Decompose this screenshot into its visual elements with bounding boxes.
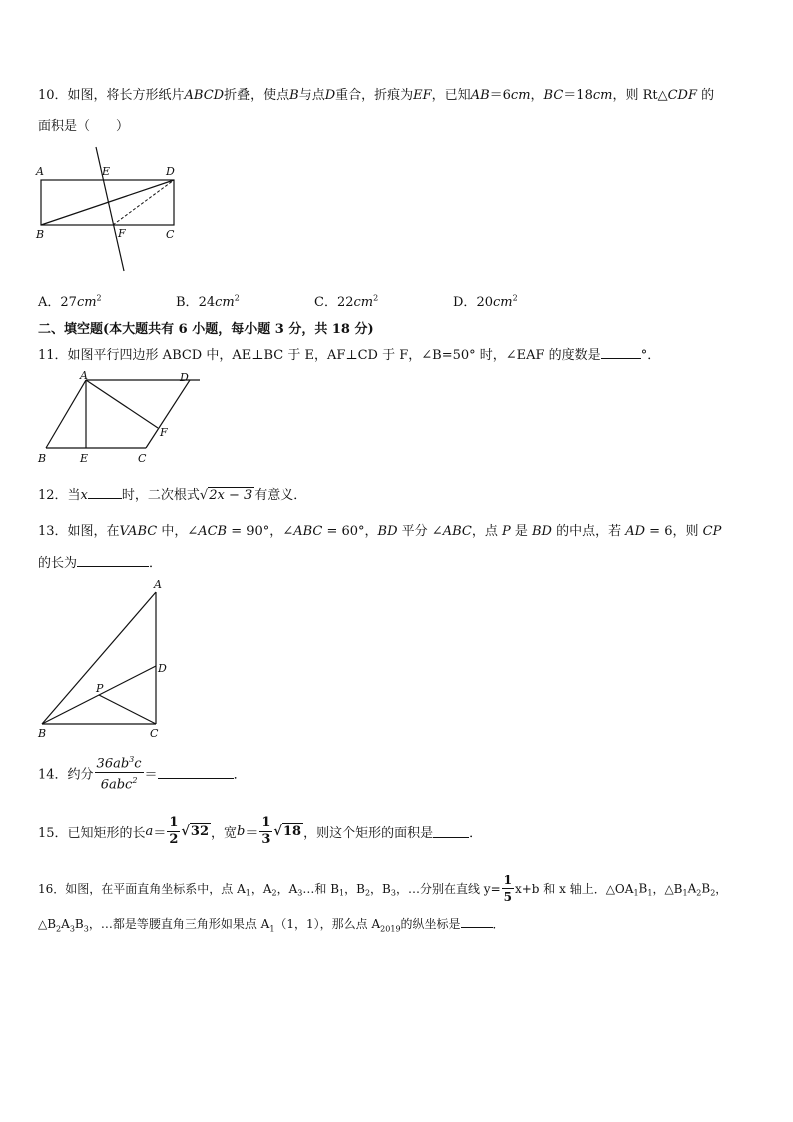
q10-label-a: A [36,165,44,178]
q10-label-f: F [118,227,126,240]
q13-figure [30,574,180,744]
q11-text: 11．如图平行四边形 ABCD 中，AE⊥BC 于 E，AF⊥CD 于 F，∠B=50° 时，∠EAF 的度数是 °． [38,348,661,363]
q16-fraction: $\frac{1}{5}$ [503,873,512,904]
q12-text: 12．当x 时，二次根式√2x − 3 有意义． [38,488,307,503]
q11-figure [30,370,200,470]
q14-answer-blank[interactable] [158,766,234,779]
q16-answer-blank[interactable] [461,915,493,928]
q11-answer-blank[interactable] [601,346,641,359]
q10-option-a: A．$27cm^2$ [38,293,102,310]
q10-option-b: B．$24cm^2$ [176,293,240,310]
q14-text: 14．约分 $\frac{36ab^3c}{6abc^2}$ ＝ ． [38,752,247,794]
q13-line2: 的长为 ． [38,556,163,571]
q16-line1: 16．如图，在平面直角坐标系中，点 $A_1$，$A_2$，$A_3\dots$和 $B_1$，$B_2$，$B_3$，…分别在直线 y= $\frac{1}{5}$ x+b 和 x 轴上．$\triangle OA_1B_1$，$\triangle B_1A_2B_2$， [38,873,728,904]
q11-label-e: E [80,452,89,465]
q14-fraction: $\frac{36ab^3c}{6abc^2}$ [95,752,144,794]
q13-answer-blank[interactable] [77,554,149,567]
q16-line2: $\triangle B_2A_3B_3$，…都是等腰直角三角形如果点 $A_1(1$，1），那么点 $A_{2019}$的纵坐标是 ． [38,917,505,934]
q15-radical-2: √18 [273,824,302,839]
q15-fraction-third: $\frac{1}{3}$ [261,815,271,847]
q11-label-d: D [180,371,189,384]
q10-line2: 面积是（ ） [38,119,130,134]
q13-label-d: D [158,662,167,675]
section-heading: 二、填空题(本大题共有 6 小题，每小题 3 分，共 18 分) [38,322,374,337]
q11-label-a: A [80,370,88,382]
q10-label-e: E [102,165,111,178]
q15-radical-1: √32 [181,824,210,839]
q15-answer-blank[interactable] [433,825,469,838]
q10-option-d: D．$20cm^2$ [453,293,518,310]
q10-line1: 10．如图，将长方形纸片ABCD折叠，使点B与点D重合，折痕为EF，已知AB＝6cm，BC＝18cm，则 Rt△CDF 的 [38,88,715,103]
q15-text: 15．已知矩形的长a＝ $\frac{1}{2}$ √32 ，宽b＝ $\frac{1}{3}$ √18 ，则这个矩形的面积是 ． [38,815,483,847]
q10-label-b: B [36,228,45,241]
q12-answer-blank[interactable] [88,486,122,499]
q13-label-c: C [150,727,159,740]
q13-label-a: A [154,578,162,591]
q13-label-b: B [38,727,47,740]
q10-label-d: D [166,165,175,178]
q10-figure [30,145,190,275]
q13-label-p: P [96,682,104,695]
q11-label-f: F [160,426,168,439]
q15-fraction-half: $\frac{1}{2}$ [169,815,179,847]
q10-option-c: C．$22cm^2$ [314,293,379,310]
q11-label-c: C [138,452,147,465]
q12-radical: √ [199,488,209,503]
q11-label-b: B [38,452,47,465]
q10-label-c: C [166,228,175,241]
q13-line1: 13．如图，在VABC 中，∠ACB = 90°，∠ABC = 60°，BD 平分 ∠ABC，点 P 是 BD 的中点，若 AD = 6，则 CP [38,524,722,539]
